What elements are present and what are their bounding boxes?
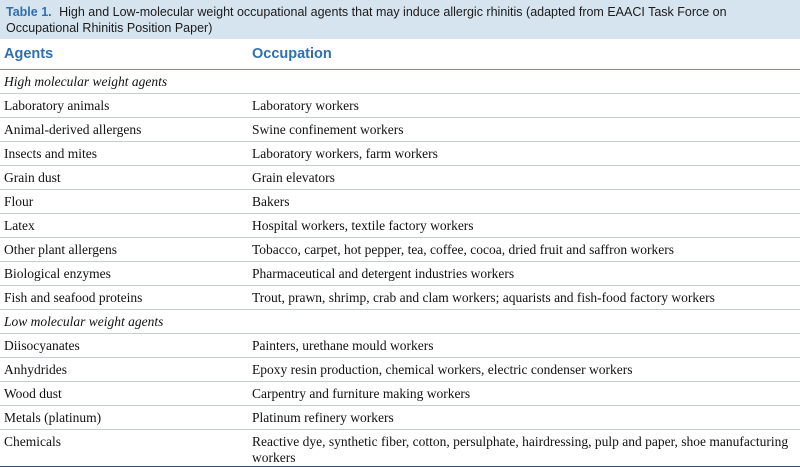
occupation-cell: Platinum refinery workers [252, 409, 394, 425]
table-caption [0, 0, 800, 39]
section-heading: High molecular weight agents [0, 70, 800, 94]
table-row [0, 142, 800, 166]
header-occupation: Occupation [252, 46, 332, 62]
table-row [0, 334, 800, 358]
occupation-cell: Pharmaceutical and detergent industries workers [252, 265, 515, 281]
occupation-cell: Carpentry and furniture making workers [252, 385, 471, 401]
agent-cell: Diisocyanates [4, 337, 80, 353]
table-row [0, 286, 800, 310]
agent-cell: Wood dust [4, 385, 62, 401]
agent-cell: Grain dust [4, 169, 61, 185]
caption-text: High and Low-molecular weight occupational agents that may induce allergic rhinitis (adapted from EAACI Task Force on Occupational Rhinitis Position Paper) [6, 5, 727, 35]
agent-cell: Fish and seafood proteins [4, 289, 143, 305]
table-row [0, 262, 800, 286]
table-row [0, 238, 800, 262]
table-row [0, 118, 800, 142]
table-row [0, 214, 800, 238]
agent-cell: Insects and mites [4, 145, 97, 161]
occupation-cell: Laboratory workers [252, 97, 359, 113]
table-label: Table 1. [6, 5, 52, 19]
occupation-cell: Tobacco, carpet, hot pepper, tea, coffee, cocoa, dried fruit and saffron workers [252, 241, 674, 257]
table-row [0, 430, 800, 467]
table-body [0, 70, 800, 467]
occupation-cell: Painters, urethane mould workers [252, 337, 434, 353]
agent-cell: Flour [4, 193, 34, 209]
occupation-cell: Grain elevators [252, 169, 335, 185]
agent-cell: Laboratory animals [4, 97, 110, 113]
occupation-cell: Bakers [252, 193, 290, 209]
agent-cell: Chemicals [4, 434, 61, 449]
table-row [0, 190, 800, 214]
occupation-cell: Hospital workers, textile factory workers [252, 217, 474, 233]
table-row [0, 406, 800, 430]
table-row [0, 94, 800, 118]
agent-cell: Anhydrides [4, 361, 67, 377]
agent-cell: Latex [4, 217, 35, 233]
section-heading: Low molecular weight agents [0, 310, 800, 334]
occupation-cell: Swine confinement workers [252, 121, 404, 137]
occupation-cell: Trout, prawn, shrimp, crab and clam workers; aquarists and fish-food factory workers [252, 289, 715, 305]
table-header [0, 39, 800, 70]
header-agents: Agents [4, 46, 54, 62]
agent-cell: Animal-derived allergens [4, 121, 142, 137]
table-row [0, 382, 800, 406]
agent-cell: Metals (platinum) [4, 409, 102, 425]
table-row [0, 166, 800, 190]
occupation-cell: Reactive dye, synthetic fiber, cotton, persulphate, hairdressing, pulp and paper, shoe manufacturing workers [252, 434, 789, 465]
agent-cell: Biological enzymes [4, 265, 111, 281]
occupation-cell: Laboratory workers, farm workers [252, 145, 438, 161]
agent-cell: Other plant allergens [4, 241, 117, 257]
occupation-cell: Epoxy resin production, chemical workers, electric condenser workers [252, 361, 633, 377]
table-row [0, 358, 800, 382]
